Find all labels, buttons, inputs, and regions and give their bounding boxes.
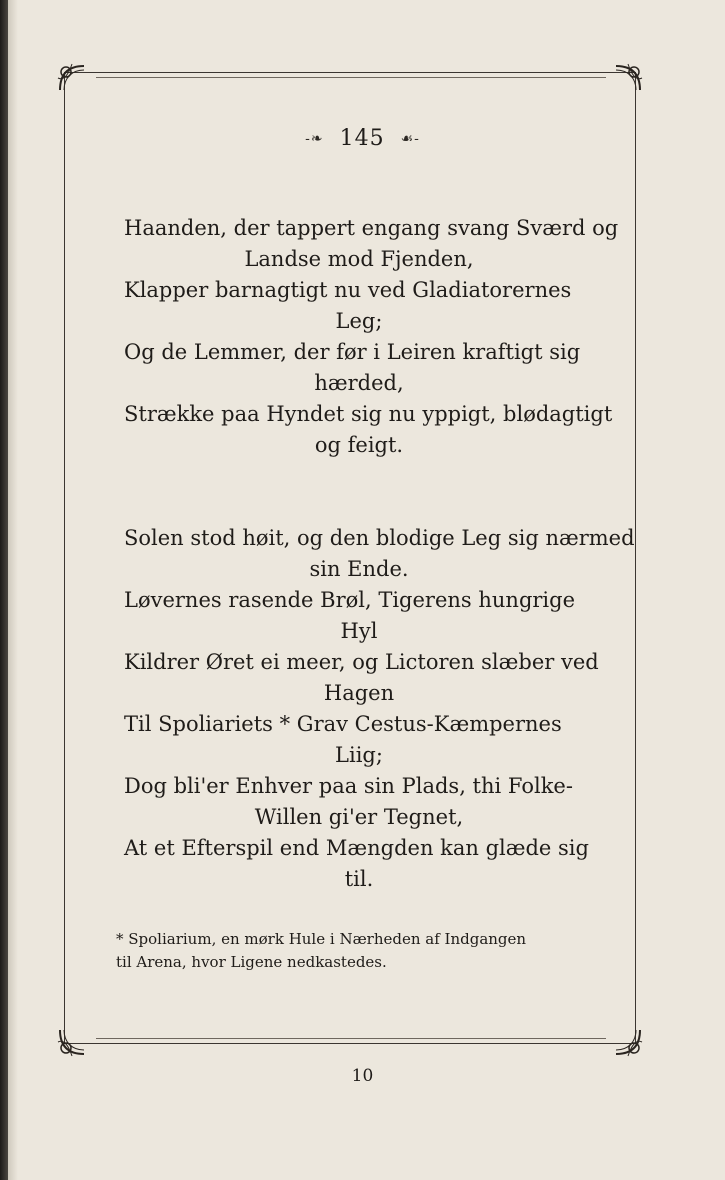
verse-line: Løvernes rasende Brøl, Tigerens hungrige — [124, 588, 576, 612]
verse-line: Og de Lemmer, der før i Leiren kraftigt sig — [124, 340, 581, 364]
verse-line: Dog bli'er Enhver paa sin Plads, thi Folke- — [124, 774, 573, 798]
footnote-line: til Arena, hvor Ligene nedkastedes. — [116, 953, 387, 971]
corner-ornament-top-left — [54, 60, 92, 98]
verse-line: Strække paa Hyndet sig nu yppigt, blødagtigt — [124, 402, 613, 426]
verse-line: Kildrer Øret ei meer, og Lictoren slæber ved — [124, 650, 599, 674]
border-rule-bottom — [64, 1043, 636, 1044]
gutter-shadow — [8, 0, 18, 1180]
signature-number: 10 — [351, 1066, 374, 1086]
verse-line: Solen stod høit, og den blodige Leg sig nærmed — [124, 526, 635, 550]
verse-line: Klapper barnagtigt nu ved Gladiatorernes — [124, 278, 572, 302]
verse-line-continuation: sin Ende. — [309, 557, 409, 581]
stanza-2 — [124, 523, 635, 895]
verse-line-continuation: Liig; — [335, 743, 383, 767]
verse-line-continuation: og feigt. — [314, 433, 404, 457]
footnote-line: * Spoliarium, en mørk Hule i Nærheden af Indgangen — [116, 930, 527, 948]
page-number: 145 — [339, 126, 385, 151]
stanza-1 — [124, 213, 619, 461]
verse-line-continuation: Leg; — [335, 309, 383, 333]
verse-line-continuation: til. — [344, 867, 374, 891]
verse-line-continuation: Hagen — [323, 681, 395, 705]
verse-line-continuation: Willen gi'er Tegnet, — [254, 805, 464, 829]
verse-line: Til Spoliariets * Grav Cestus-Kæmpernes — [124, 712, 562, 736]
border-rule-top — [64, 72, 636, 73]
border-rule-bottom-inner — [96, 1038, 606, 1039]
verse-line: Haanden, der tappert engang svang Sværd og — [124, 216, 619, 240]
verse-line-continuation: Hyl — [340, 619, 378, 643]
page-header — [0, 126, 725, 151]
corner-ornament-bottom-right — [608, 1022, 646, 1060]
corner-ornament-top-right — [608, 60, 646, 98]
book-spine — [0, 0, 8, 1180]
footnote — [116, 928, 616, 974]
corner-ornament-bottom-left — [54, 1022, 92, 1060]
verse-line: At et Efterspil end Mængden kan glæde sig — [124, 836, 589, 860]
verse-line-continuation: hærded, — [314, 371, 404, 395]
header-ornament-right: ☙- — [400, 131, 420, 147]
verse-line-continuation: Landse mod Fjenden, — [244, 247, 474, 271]
border-rule-top-inner — [96, 77, 606, 78]
header-ornament-left: -❧ — [305, 131, 324, 147]
